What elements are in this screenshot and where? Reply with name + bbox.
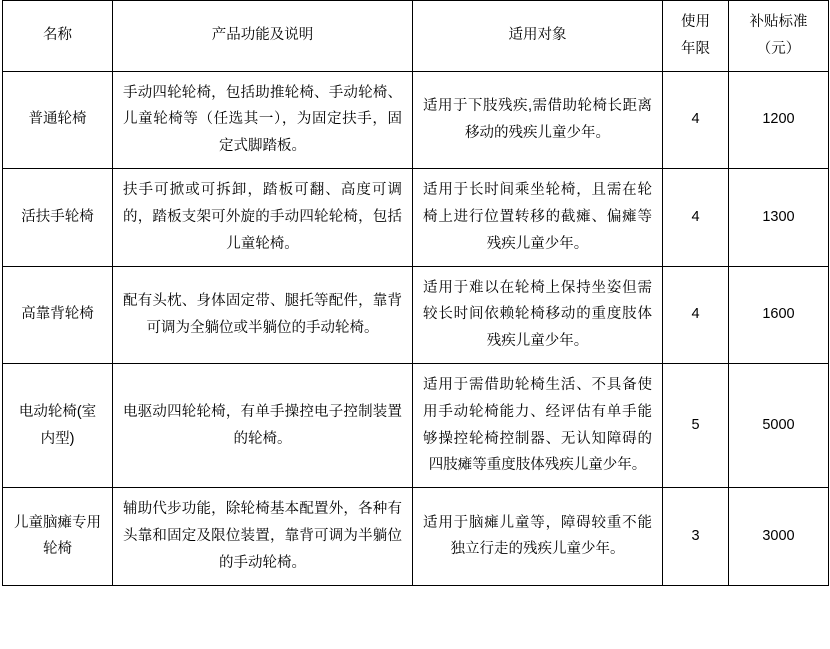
column-header-service-years-line1: 使用 [681,14,710,30]
cell-target-audience: 适用于长时间乘坐轮椅，且需在轮椅上进行位置转移的截瘫、偏瘫等残疾儿童少年。 [413,169,663,266]
table-header [3,1,829,72]
cell-service-years: 5 [663,363,729,487]
cell-subsidy-amount: 1200 [729,71,829,168]
cell-product-name: 活扶手轮椅 [3,169,113,266]
cell-product-description: 电驱动四轮轮椅，有单手操控电子控制装置的轮椅。 [113,363,413,487]
table-header-row [3,1,829,72]
cell-service-years: 4 [663,266,729,363]
column-header-subsidy-amount-line2: （元） [756,40,801,57]
cell-service-years: 4 [663,169,729,266]
column-header-service-years [663,1,729,72]
cell-subsidy-amount: 3000 [729,488,829,585]
cell-product-name: 高靠背轮椅 [3,266,113,363]
column-header-name: 名称 [3,1,113,72]
table-body [3,71,829,585]
cell-subsidy-amount: 1600 [729,266,829,363]
cell-target-audience: 适用于难以在轮椅上保持坐姿但需较长时间依赖轮椅移动的重度肢体残疾儿童少年。 [413,266,663,363]
cell-subsidy-amount: 1300 [729,169,829,266]
table-row [3,488,829,585]
cell-product-description: 扶手可掀或可拆卸，踏板可翻、高度可调的，踏板支架可外旋的手动四轮轮椅，包括儿童轮椅。 [113,169,413,266]
cell-product-name: 儿童脑瘫专用轮椅 [3,488,113,585]
cell-subsidy-amount: 5000 [729,363,829,487]
table-row [3,363,829,487]
cell-product-description: 手动四轮轮椅，包括助推轮椅、手动轮椅、儿童轮椅等（任选其一），为固定扶手，固定式脚踏板。 [113,71,413,168]
table-row [3,71,829,168]
table-row [3,169,829,266]
cell-product-name: 电动轮椅(室内型) [3,363,113,487]
column-header-service-years-line2: 年限 [681,40,710,57]
column-header-target: 适用对象 [413,1,663,72]
cell-target-audience: 适用于下肢残疾,需借助轮椅长距离移动的残疾儿童少年。 [413,71,663,168]
cell-product-description: 配有头枕、身体固定带、腿托等配件，靠背可调为全躺位或半躺位的手动轮椅。 [113,266,413,363]
column-header-description: 产品功能及说明 [113,1,413,72]
cell-target-audience: 适用于需借助轮椅生活、不具备使用手动轮椅能力、经评估有单手能够操控轮椅控制器、无认知障碍的四肢瘫等重度肢体残疾儿童少年。 [413,363,663,487]
column-header-subsidy-amount-line1: 补贴标准 [749,14,808,30]
cell-product-name: 普通轮椅 [3,71,113,168]
table-row [3,266,829,363]
cell-service-years: 4 [663,71,729,168]
column-header-subsidy-amount [729,1,829,72]
cell-target-audience: 适用于脑瘫儿童等，障碍较重不能独立行走的残疾儿童少年。 [413,488,663,585]
subsidy-standard-table [2,0,829,586]
cell-product-description: 辅助代步功能，除轮椅基本配置外，各种有头靠和固定及限位装置，靠背可调为半躺位的手动轮椅。 [113,488,413,585]
cell-service-years: 3 [663,488,729,585]
